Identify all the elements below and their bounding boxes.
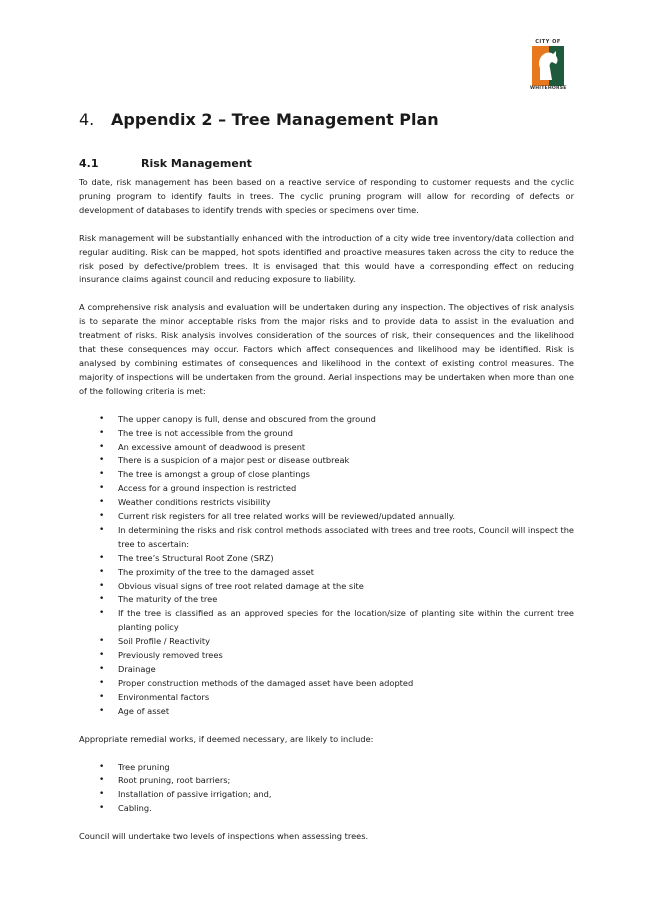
heading-number: 4. bbox=[79, 110, 95, 129]
document-body bbox=[79, 110, 574, 844]
closing-paragraph: Council will undertake two levels of inspections when assessing trees. bbox=[79, 831, 369, 842]
criteria-list bbox=[79, 413, 574, 719]
list-item: • Tree pruning bbox=[79, 761, 574, 775]
list-item: • Current risk registers for all tree related works will be reviewed/updated annually. bbox=[79, 510, 574, 524]
list-item: • Environmental factors bbox=[79, 691, 574, 705]
list-item: • Drainage bbox=[79, 663, 574, 677]
remedial-intro: Appropriate remedial works, if deemed necessary, are likely to include: bbox=[79, 733, 374, 744]
paragraph: Risk management will be substantially enhanced with the introduction of a city wide tree inventory/data collection and regular auditing. Risk can be mapped, hot spots identified and proactive measures taken across the city to reduce the risk posed by defective/problem trees. It is envisaged that this would have a corresponding effect on reducing insurance claims against council and reducing exposure to liability. bbox=[79, 232, 574, 285]
heading-title: Appendix 2 – Tree Management Plan bbox=[111, 110, 439, 129]
list-item: • Weather conditions restricts visibility bbox=[79, 496, 574, 510]
paragraph: To date, risk management has been based on a reactive service of responding to customer requests and the cyclic pruning program to identify faults in trees. The cyclic pruning program will allow for recording of defects or development of databases to identify trends with species or specimens over time. bbox=[79, 177, 574, 215]
list-item: • Soil Profile / Reactivity bbox=[79, 635, 574, 649]
city-logo bbox=[530, 39, 566, 99]
section-title: Risk Management bbox=[141, 157, 252, 170]
logo-top-text: CITY OF bbox=[535, 39, 561, 45]
list-item: • Access for a ground inspection is restricted bbox=[79, 482, 574, 496]
list-item: • An excessive amount of deadwood is present bbox=[79, 441, 574, 455]
list-item: • Cabling. bbox=[79, 802, 574, 816]
list-item: • The tree is not accessible from the ground bbox=[79, 427, 574, 441]
list-item: • Proper construction methods of the damaged asset have been adopted bbox=[79, 677, 574, 691]
list-item: • Root pruning, root barriers; bbox=[79, 774, 574, 788]
list-item: • The tree’s Structural Root Zone (SRZ) bbox=[79, 552, 574, 566]
list-item: • The upper canopy is full, dense and obscured from the ground bbox=[79, 413, 574, 427]
list-item: • If the tree is classified as an approved species for the location/size of planting site within the current tree planting policy bbox=[79, 607, 574, 635]
list-item: • Obvious visual signs of tree root related damage at the site bbox=[79, 580, 574, 594]
section-heading bbox=[79, 157, 574, 170]
remedial-list bbox=[79, 761, 574, 817]
list-item: • Previously removed trees bbox=[79, 649, 574, 663]
list-item: • In determining the risks and risk control methods associated with trees and tree roots, Council will inspect the tree to ascertain: bbox=[79, 524, 574, 552]
list-item: • Age of asset bbox=[79, 705, 574, 719]
logo-bottom-text: WHITEHORSE bbox=[530, 86, 567, 91]
paragraph: A comprehensive risk analysis and evaluation will be undertaken during any inspection. The objectives of risk analysis is to separate the minor acceptable risks from the major risks and to provide data to assist in the evaluation and treatment of risks. Risk analysis involves consideration of the sources of risk, their consequences and the likelihood that these consequences may occur. Factors which affect consequences and likelihood may be identified. Risk is analysed by combining estimates of consequences and likelihood in the context of existing control measures. The majority of inspections will be undertaken from the ground. Aerial inspections may be undertaken when more than one of the following criteria is met: bbox=[79, 302, 574, 396]
list-item: • The tree is amongst a group of close plantings bbox=[79, 468, 574, 482]
list-item: • There is a suspicion of a major pest or disease outbreak bbox=[79, 454, 574, 468]
list-item: • Installation of passive irrigation; and, bbox=[79, 788, 574, 802]
horse-shield-icon bbox=[532, 46, 564, 86]
appendix-heading bbox=[79, 110, 574, 129]
section-number: 4.1 bbox=[79, 157, 99, 170]
list-item: • The maturity of the tree bbox=[79, 593, 574, 607]
list-item: • The proximity of the tree to the damaged asset bbox=[79, 566, 574, 580]
